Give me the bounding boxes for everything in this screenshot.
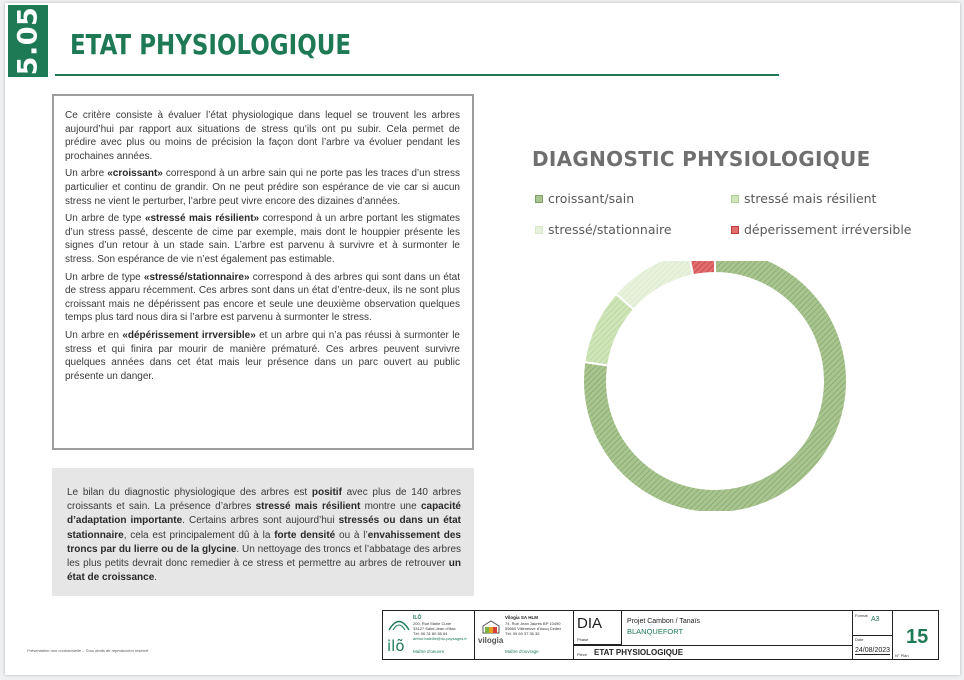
chart-title: DIAGNOSTIC PHYSIOLOGIQUE — [532, 147, 871, 171]
piece-name: ETAT PHYSIOLOGIQUE — [594, 648, 684, 657]
ilo-name: ILÔ — [413, 615, 422, 621]
resilient-pre: Un arbre de type — [65, 213, 145, 225]
summary-text-2: avec plus de 140 arbres croissants et sain. La présence d’arbres — [67, 487, 461, 513]
format-divider — [853, 635, 893, 636]
summary-bold-2: stressé mais résilient — [255, 501, 361, 513]
sheet-number: 15 — [906, 626, 929, 648]
donut-chart — [570, 261, 850, 511]
ilo-cell — [383, 611, 475, 659]
ilo-role: Maître d'oeuvre — [413, 649, 445, 654]
piece-label: Pièce — [577, 652, 588, 657]
summary-text-3: montre une — [360, 501, 421, 513]
format-date-cell — [853, 611, 893, 659]
vilogia-logo: vilogia — [478, 636, 504, 645]
legend-swatch — [731, 195, 739, 203]
title-underline — [55, 74, 779, 76]
summary-bold-7: un état de croissance — [67, 558, 461, 584]
stationnaire-post: correspond à des arbres qui sont dans un état de stress apparu récemment. Ces arbres sont dans un état d’entre-deux, ils ne sont plus croissant mais ne dépérissent pas encore et seule une deuxième observation quelques temps plus tard nous dira si l’arbre est parvenu à surmonter le stress. — [65, 271, 461, 324]
legend-item-croissant — [535, 191, 634, 206]
vilogia-cell — [475, 611, 574, 659]
phase-code: DIA — [577, 615, 603, 632]
stationnaire-pre: Un arbre de type — [65, 271, 144, 283]
project-city: BLANQUEFORT — [627, 627, 684, 636]
deperissement-pre: Un arbre en — [65, 329, 123, 341]
resilient-paragraph — [65, 212, 460, 266]
summary-text-7: . Un nettoyage des troncs et l’abbatage des arbres les plus petits devrait donc remedier à ce stress et permettre au arbres de retrouver — [67, 543, 462, 570]
footer-note: Présentation non contractuelle – Tous droits de reproduction reservé — [27, 648, 149, 653]
summary-text-4: . Certains arbres sont aujourd’hui — [182, 515, 339, 527]
legend-swatch — [731, 226, 739, 234]
summary-bold-3: capacité d’adaptation importante — [67, 501, 461, 527]
ilo-hill-icon — [388, 617, 410, 631]
croissant-term: «croissant» — [107, 168, 163, 180]
legend-swatch — [535, 195, 543, 203]
deperissement-term: «dépérissement irrversible» — [122, 329, 256, 341]
deperissement-post: et un arbre qui n’a pas réussi à surmonter le stress et qui finira par mourir de manière prématuré. Ces arbres peuvent survivre quelques années dans cet état mais leur présence dans un parc ouvert au public présente un danger. — [65, 329, 460, 382]
definitions-box — [52, 94, 474, 450]
phase-box — [574, 611, 622, 645]
stationnaire-paragraph — [65, 271, 460, 325]
legend-label: croissant/sain — [548, 191, 635, 206]
summary-bold-4: stressés ou dans un état stationnaire — [67, 515, 461, 541]
title-block — [382, 610, 939, 660]
legend-label: déperissement irréversible — [744, 222, 912, 237]
stationnaire-term: «stressé/stationnaire» — [143, 271, 250, 283]
croissant-paragraph — [65, 167, 460, 208]
page-title: ETAT PHYSIOLOGIQUE — [70, 28, 352, 61]
date-label: Date — [855, 637, 864, 642]
format-label: Format — [855, 613, 868, 618]
summary-text-5: , cela est principalement dû à la — [123, 529, 275, 541]
project-name: Projet Cambon / Tanaïs — [627, 618, 701, 625]
summary-text-1: Le bilan du diagnostic physiologique des arbres est — [67, 487, 312, 498]
summary-text-6: ou à l’ — [335, 529, 368, 541]
intro-paragraph — [65, 109, 460, 163]
sheet-label: N° Plan — [895, 653, 909, 658]
project-cell — [574, 611, 853, 659]
intro-text: Ce critère consiste à évaluer l’état physiologique dans lequel se trouvent les arbres aujourd’hui par rapport aux situations de stress qu’ils ont pu subir. Cela permet de prédire avec plus ou moins de précision la façon dont l’arbre va évoluer pendant les prochaines années. — [65, 110, 460, 162]
ilo-logo: ilõ — [387, 637, 405, 655]
donut-slice-resilient — [584, 294, 634, 366]
summary-box — [52, 468, 474, 596]
legend-label: stressé/stationnaire — [548, 222, 672, 237]
vilogia-phone: Tél: 09 69 37 36 35 — [505, 631, 540, 636]
vilogia-address-2: 59660 Villeneuve d'Ascq Cedex — [505, 626, 562, 631]
donut-slice-deperissement — [688, 261, 715, 275]
vilogia-address-1: 74, Rue Jean Jaurès BP 10490 — [505, 621, 561, 626]
piece-row — [574, 645, 853, 646]
page — [5, 3, 960, 675]
legend-swatch — [535, 226, 543, 234]
ilo-address-1: 200, Rue Marie Curie — [413, 621, 452, 626]
donut-slice-stationnaire — [616, 261, 693, 310]
phase-label: Phase — [577, 637, 589, 642]
deperissement-paragraph — [65, 329, 460, 383]
legend-label: stressé mais résilient — [744, 191, 877, 206]
summary-bold-6: envahissement des troncs par du lierre ou de la glycine — [67, 529, 461, 555]
summary-bold-5: forte densité — [274, 529, 336, 541]
summary-bold-1: positif — [311, 487, 342, 498]
croissant-pre: Un arbre — [65, 168, 108, 180]
resilient-post: correspond à un arbre portant les stigmates d’un stress passé, descente de cime par exemple, mais dont le houppier présente les signes d’un retour à un stade sain. L’arbre est parvenu à survivre et à surmonter le stress. Son espérance de vie n’est également pas estimable. — [65, 213, 461, 265]
ilo-email: arthur.baleille@ilo-paysages.fr — [413, 636, 467, 641]
ilo-address-2: 33127 Saint-Jean d'Illac — [413, 626, 456, 631]
legend-item-resilient — [731, 191, 876, 206]
resilient-term: «stressé mais résilient» — [144, 213, 260, 225]
format-value: A3 — [871, 616, 880, 623]
ilo-phone: Tél: 06 31 80 55 64 — [413, 631, 448, 636]
legend-item-stationnaire — [535, 222, 672, 237]
section-number-tab — [8, 5, 48, 77]
vilogia-name: Vilogia SA HLM — [505, 615, 539, 620]
summary-text-8: . — [154, 572, 158, 584]
date-value: 24/08/2023 — [855, 647, 891, 654]
vilogia-role: Maître d'ouvrage — [505, 649, 539, 654]
vilogia-house-icon — [481, 620, 501, 634]
sheet-cell — [893, 611, 938, 659]
section-number: 5.05 — [12, 6, 44, 76]
legend-item-deperissement — [731, 222, 912, 237]
croissant-post: correspond à un arbre sain qui ne porte pas les traces d’un stress particulier et continu de grandir. On ne peut prédire son espérance de vie car si aucun stress ne vient le perturber, l’arbre peut vivre encore des dizaines d’années. — [65, 168, 460, 207]
